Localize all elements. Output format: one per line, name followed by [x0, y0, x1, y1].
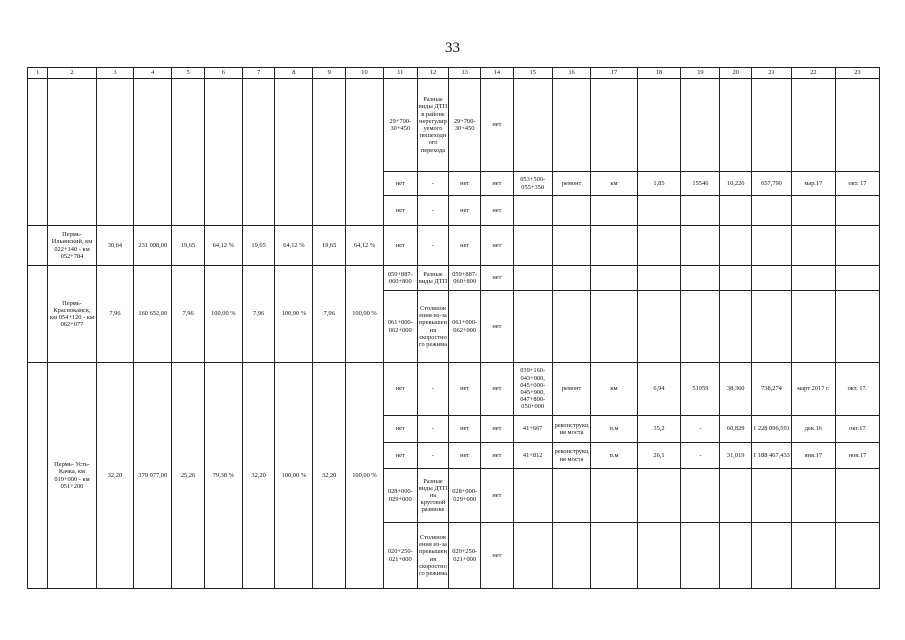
cell-col21 [752, 79, 792, 172]
header-cell: 1 [28, 68, 48, 79]
cell-col16: реконструкция моста [552, 416, 591, 443]
header-cell: 5 [172, 68, 205, 79]
cell-col20: 60,829 [720, 416, 752, 443]
cell-col21: 657,790 [752, 172, 792, 196]
header-cell: 10 [346, 68, 384, 79]
cell-col12: - [417, 172, 449, 196]
cell-col14: нет [481, 266, 514, 291]
cell-col9: 7,96 [313, 266, 346, 363]
cell-col17: п.м [591, 416, 637, 443]
cell-col15: 039+160-043+000, 045+000-045+900, 047+800-050+000 [513, 363, 552, 416]
header-cell: 23 [835, 68, 879, 79]
cell-col22 [791, 291, 835, 363]
cell-col21 [752, 196, 792, 226]
cell-col7 [242, 79, 275, 226]
header-cell: 21 [752, 68, 792, 79]
cell-col14: нет [481, 416, 514, 443]
cell-col11: 020+250-021+000 [383, 523, 417, 589]
cell-road: Пермь- Усть-Качка, км 019+000 - км 051+200 [48, 363, 96, 589]
cell-col12: - [417, 226, 449, 266]
header-cell: 11 [383, 68, 417, 79]
cell-col3: 32,20 [96, 363, 134, 589]
cell-col23 [835, 196, 879, 226]
cell-col20: 10,226 [720, 172, 752, 196]
cell-col16 [552, 266, 591, 291]
cell-col18 [637, 79, 681, 172]
header-cell: 2 [48, 68, 96, 79]
cell-col6: 79,38 % [204, 363, 242, 589]
cell-col13: нет [449, 443, 481, 469]
cell-col19 [681, 79, 720, 172]
header-cell: 8 [275, 68, 313, 79]
cell-col15 [513, 469, 552, 523]
cell-col21 [752, 226, 792, 266]
cell-col15 [513, 79, 552, 172]
header-cell: 18 [637, 68, 681, 79]
header-cell: 17 [591, 68, 637, 79]
header-cell: 20 [720, 68, 752, 79]
cell-col18 [637, 266, 681, 291]
cell-col18: 1,85 [637, 172, 681, 196]
cell-col12: Разные виды ДТП на круговой развязке [417, 469, 449, 523]
cell-col11: нет [383, 226, 417, 266]
cell-col19 [681, 291, 720, 363]
cell-col13: нет [449, 363, 481, 416]
cell-col17 [591, 79, 637, 172]
cell-col16 [552, 79, 591, 172]
cell-col14: нет [481, 443, 514, 469]
cell-col14: нет [481, 172, 514, 196]
cell-col11: нет [383, 416, 417, 443]
cell-col22 [791, 523, 835, 589]
cell-col23: окт.17 [835, 416, 879, 443]
cell-col15 [513, 523, 552, 589]
header-cell: 6 [204, 68, 242, 79]
cell-road: Пермь-Краснокамск, км 054+120 - км 062+077 [48, 266, 96, 363]
header-cell: 4 [134, 68, 172, 79]
cell-col19 [681, 266, 720, 291]
cell-col11: 028+000-029+000 [383, 469, 417, 523]
cell-col13: 29+700-30+450 [449, 79, 481, 172]
cell-col11: 061+000-062+000 [383, 291, 417, 363]
cell-col4: 379 077,00 [134, 363, 172, 589]
cell-col11: 29+700-30+450 [383, 79, 417, 172]
cell-col14: нет [481, 226, 514, 266]
cell-col9 [313, 79, 346, 226]
cell-col18 [637, 226, 681, 266]
cell-col20 [720, 196, 752, 226]
cell-col5: 19,65 [172, 226, 205, 266]
header-cell: 15 [513, 68, 552, 79]
cell-col4 [134, 79, 172, 226]
data-table [27, 67, 880, 589]
cell-road: Пермь-Ильинский, км 022+140 - км 052+784 [48, 226, 96, 266]
cell-col13: 059+887-060+800 [449, 266, 481, 291]
cell-col12: Столкновения из-за превышения скоростного режима [417, 523, 449, 589]
cell-col12: - [417, 196, 449, 226]
cell-col13: нет [449, 172, 481, 196]
cell-col15: 053+500-055+350 [513, 172, 552, 196]
cell-col18: 6,94 [637, 363, 681, 416]
header-cell: 16 [552, 68, 591, 79]
cell-col4: 231 098,00 [134, 226, 172, 266]
cell-col12: - [417, 363, 449, 416]
cell-col10: 100,00 % [346, 266, 384, 363]
cell-col4: 160 652,00 [134, 266, 172, 363]
cell-col21 [752, 291, 792, 363]
cell-col11: нет [383, 363, 417, 416]
cell-col23 [835, 226, 879, 266]
cell-col22: дек.16 [791, 416, 835, 443]
cell-col17 [591, 196, 637, 226]
cell-col23 [835, 523, 879, 589]
cell-col14: нет [481, 196, 514, 226]
cell-col12: Разные виды ДТП в районе нерегулируемого пешеходного перехода [417, 79, 449, 172]
cell-col10 [346, 79, 384, 226]
cell-col17: п.м [591, 443, 637, 469]
header-row [28, 68, 880, 79]
cell-col3 [96, 79, 134, 226]
cell-col15: 41+667 [513, 416, 552, 443]
cell-col20 [720, 469, 752, 523]
cell-col17 [591, 226, 637, 266]
cell-col18: 35,2 [637, 416, 681, 443]
cell-col13: 028+000-029+000 [449, 469, 481, 523]
cell-col23 [835, 469, 879, 523]
cell-col23: ноя.17 [835, 443, 879, 469]
cell-col10: 64,12 % [346, 226, 384, 266]
cell-col14: нет [481, 523, 514, 589]
cell-col20: 31,019 [720, 443, 752, 469]
cell-col19 [681, 523, 720, 589]
cell-col23: окт. 17 [835, 172, 879, 196]
cell-col19 [681, 196, 720, 226]
cell-col22 [791, 226, 835, 266]
table-row [28, 266, 880, 291]
cell-col22: мар.17 [791, 172, 835, 196]
cell-road [48, 79, 96, 226]
cell-col20 [720, 79, 752, 172]
cell-col22: март 2017 г. [791, 363, 835, 416]
cell-col18 [637, 523, 681, 589]
cell-col15: 41+812 [513, 443, 552, 469]
cell-col19 [681, 469, 720, 523]
cell-col20 [720, 523, 752, 589]
cell-col20 [720, 291, 752, 363]
cell-col14: нет [481, 469, 514, 523]
header-cell: 13 [449, 68, 481, 79]
cell-col6 [204, 79, 242, 226]
page-number: 33 [445, 40, 460, 56]
cell-col22 [791, 196, 835, 226]
cell-col13: 020+250-021+000 [449, 523, 481, 589]
cell-col1 [28, 226, 48, 266]
cell-col23 [835, 266, 879, 291]
header-cell: 3 [96, 68, 134, 79]
cell-col18 [637, 291, 681, 363]
cell-col16: ремонт [552, 363, 591, 416]
cell-col5: 25,26 [172, 363, 205, 589]
cell-col21 [752, 523, 792, 589]
cell-col3: 7,96 [96, 266, 134, 363]
cell-col16: ремонт [552, 172, 591, 196]
cell-col12: - [417, 443, 449, 469]
cell-col8: 100,00 % [275, 363, 313, 589]
cell-col12: - [417, 416, 449, 443]
cell-col18 [637, 196, 681, 226]
cell-col16 [552, 196, 591, 226]
cell-col1 [28, 79, 48, 226]
cell-col21 [752, 266, 792, 291]
cell-col16: реконструкция моста [552, 443, 591, 469]
cell-col14: нет [481, 79, 514, 172]
cell-col5 [172, 79, 205, 226]
cell-col11: 059+887-060+800 [383, 266, 417, 291]
cell-col18 [637, 469, 681, 523]
cell-col21 [752, 469, 792, 523]
cell-col5: 7,96 [172, 266, 205, 363]
cell-col15 [513, 196, 552, 226]
cell-col1 [28, 363, 48, 589]
cell-col17: км [591, 363, 637, 416]
header-cell: 12 [417, 68, 449, 79]
cell-col19: 15546 [681, 172, 720, 196]
cell-col16 [552, 226, 591, 266]
cell-col23 [835, 79, 879, 172]
cell-col18: 26,1 [637, 443, 681, 469]
cell-col21: 738,274 [752, 363, 792, 416]
cell-col7: 7,96 [242, 266, 275, 363]
cell-col20: 38,360 [720, 363, 752, 416]
cell-col19 [681, 226, 720, 266]
table-row [28, 79, 880, 172]
cell-col19: - [681, 416, 720, 443]
header-cell: 19 [681, 68, 720, 79]
cell-col9: 32,20 [313, 363, 346, 589]
table-row [28, 363, 880, 416]
cell-col8 [275, 79, 313, 226]
cell-col11: нет [383, 443, 417, 469]
cell-col17 [591, 523, 637, 589]
cell-col17 [591, 291, 637, 363]
cell-col22 [791, 469, 835, 523]
cell-col15 [513, 266, 552, 291]
cell-col8: 64,12 % [275, 226, 313, 266]
cell-col23 [835, 291, 879, 363]
cell-col19: - [681, 443, 720, 469]
cell-col12: Разные виды ДТП [417, 266, 449, 291]
cell-col13: 061+000-062+000 [449, 291, 481, 363]
cell-col16 [552, 469, 591, 523]
cell-col1 [28, 266, 48, 363]
cell-col13: нет [449, 196, 481, 226]
cell-col7: 19,65 [242, 226, 275, 266]
cell-col16 [552, 523, 591, 589]
cell-col14: нет [481, 291, 514, 363]
header-cell: 14 [481, 68, 514, 79]
cell-col20 [720, 266, 752, 291]
cell-col16 [552, 291, 591, 363]
cell-col12: Столкновения из-за превышения скоростного режима [417, 291, 449, 363]
cell-col15 [513, 226, 552, 266]
cell-col19: 51959 [681, 363, 720, 416]
cell-col14: нет [481, 363, 514, 416]
cell-col15 [513, 291, 552, 363]
header-cell: 7 [242, 68, 275, 79]
cell-col11: нет [383, 172, 417, 196]
cell-col21: 1 228 096,591 [752, 416, 792, 443]
cell-col13: нет [449, 226, 481, 266]
cell-col13: нет [449, 416, 481, 443]
cell-col22 [791, 79, 835, 172]
cell-col10: 100,00 % [346, 363, 384, 589]
cell-col17 [591, 469, 637, 523]
cell-col6: 64,12 % [204, 226, 242, 266]
cell-col7: 32,20 [242, 363, 275, 589]
cell-col20 [720, 226, 752, 266]
cell-col17 [591, 266, 637, 291]
cell-col3: 30,64 [96, 226, 134, 266]
cell-col9: 19,65 [313, 226, 346, 266]
table-row [28, 226, 880, 266]
header-cell: 22 [791, 68, 835, 79]
cell-col22 [791, 266, 835, 291]
cell-col17: км [591, 172, 637, 196]
cell-col23: окт. 17. [835, 363, 879, 416]
cell-col11: нет [383, 196, 417, 226]
cell-col21: 1 188 467,433 [752, 443, 792, 469]
cell-col8: 100,00 % [275, 266, 313, 363]
cell-col22: янв.17 [791, 443, 835, 469]
header-cell: 9 [313, 68, 346, 79]
cell-col6: 100,00 % [204, 266, 242, 363]
